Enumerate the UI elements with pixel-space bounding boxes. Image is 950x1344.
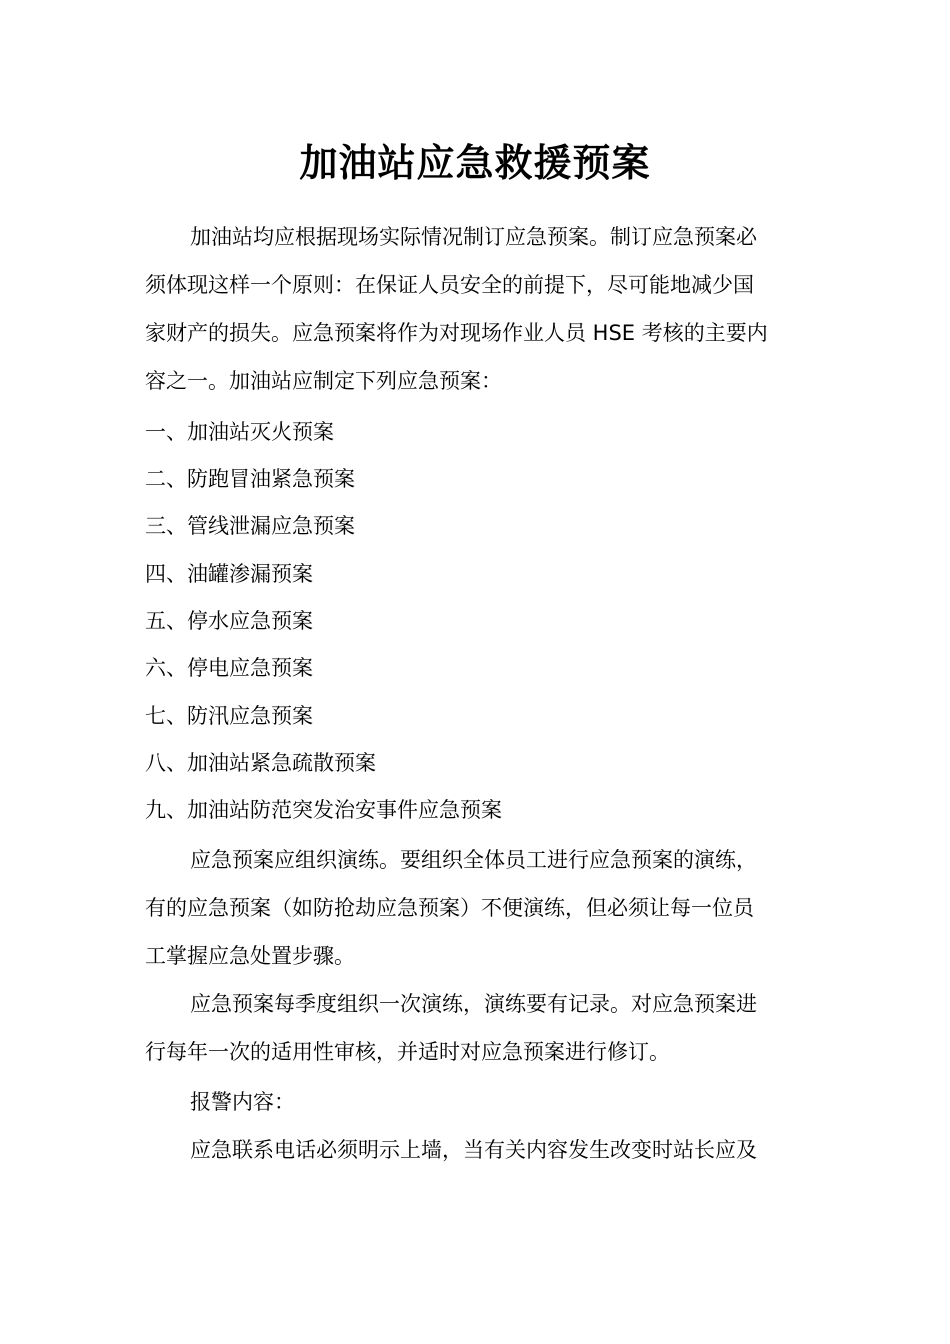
review-line-1: 应急预案每季度组织一次演练，演练要有记录。对应急预案进	[190, 992, 757, 1016]
plan-item-1: 一、加油站灭火预案	[145, 420, 334, 444]
plan-item-9: 九、加油站防范突发治安事件应急预案	[145, 798, 502, 822]
plan-item-8: 八、加油站紧急疏散预案	[145, 751, 376, 775]
drill-line-1: 应急预案应组织演练。要组织全体员工进行应急预案的演练，	[190, 848, 757, 872]
document-title: 加油站应急救援预案	[299, 141, 651, 185]
plan-item-7: 七、防汛应急预案	[145, 704, 313, 728]
intro-line-2: 须体现这样一个原则：在保证人员安全的前提下，尽可能地减少国	[145, 273, 754, 297]
plan-item-2: 二、防跑冒油紧急预案	[145, 467, 355, 491]
intro-line-3: 家财产的损失。应急预案将作为对现场作业人员 HSE 考核的主要内	[145, 321, 768, 345]
alarm-heading: 报警内容：	[190, 1090, 295, 1114]
drill-line-3: 工掌握应急处置步骤。	[145, 944, 355, 968]
intro-line-1: 加油站均应根据现场实际情况制订应急预案。制订应急预案必	[190, 225, 757, 249]
plan-item-3: 三、管线泄漏应急预案	[145, 514, 355, 538]
plan-item-5: 五、停水应急预案	[145, 609, 313, 633]
contact-line-1: 应急联系电话必须明示上墙，当有关内容发生改变时站长应及	[190, 1138, 757, 1162]
intro-line-4: 容之一。加油站应制定下列应急预案：	[145, 369, 502, 393]
plan-item-6: 六、停电应急预案	[145, 656, 313, 680]
drill-line-2: 有的应急预案（如防抢劫应急预案）不便演练，但必须让每一位员	[145, 896, 754, 920]
plan-item-4: 四、油罐渗漏预案	[145, 562, 313, 586]
review-line-2: 行每年一次的适用性审核，并适时对应急预案进行修订。	[145, 1040, 670, 1064]
